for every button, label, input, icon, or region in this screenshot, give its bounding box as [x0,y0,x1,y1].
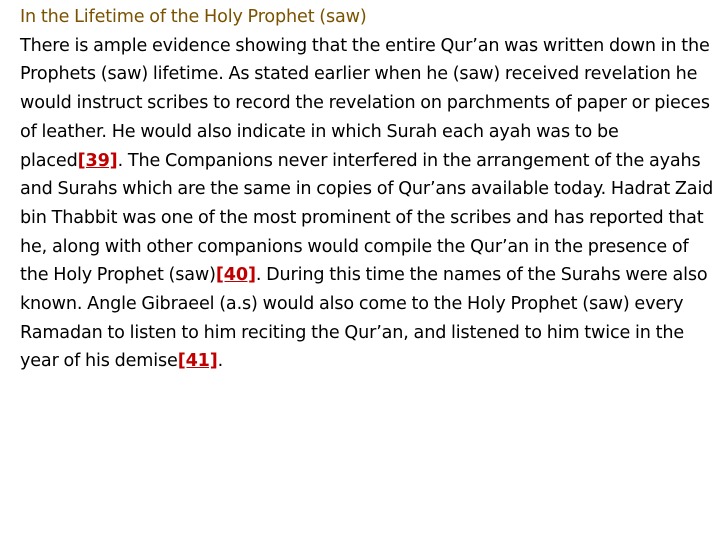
paragraph-text-1: There is ample evidence showing that the entire Qur’an was written down in the Prophets (saw) lifetime. As stated earlier when he (saw) received revelation he would instruct scribes to record the revelation on parchments of paper or pieces of leather. He would also indicate in which Surah each ayah was to be placed [20,35,710,171]
section-heading: In the Lifetime of the Holy Prophet (saw) [20,7,367,27]
document-body [20,3,716,376]
footnote-link-40[interactable]: [40] [215,265,256,286]
footnote-link-41[interactable]: [41] [177,351,218,372]
paragraph-text-3: . During this time the names of the Surahs were also known. Angle Gibraeel (a.s) would also come to the Holy Prophet (saw) every Ramadan to listen to him reciting the Qur’an, and listened to him twice in the year of his demise [20,265,708,372]
footnote-link-39[interactable]: [39] [77,150,118,171]
paragraph [20,32,716,376]
paragraph-text-2: . The Companions never interfered in the arrangement of the ayahs and Surahs which are the same in copies of Qur’ans available today. Hadrat Zaid bin Thabbit was one of the most prominent of the scribes and has reported that he, along with other companions would compile the Qur’an in the presence of the Holy Prophet (saw) [20,150,714,286]
paragraph-text-4: . [217,351,224,372]
